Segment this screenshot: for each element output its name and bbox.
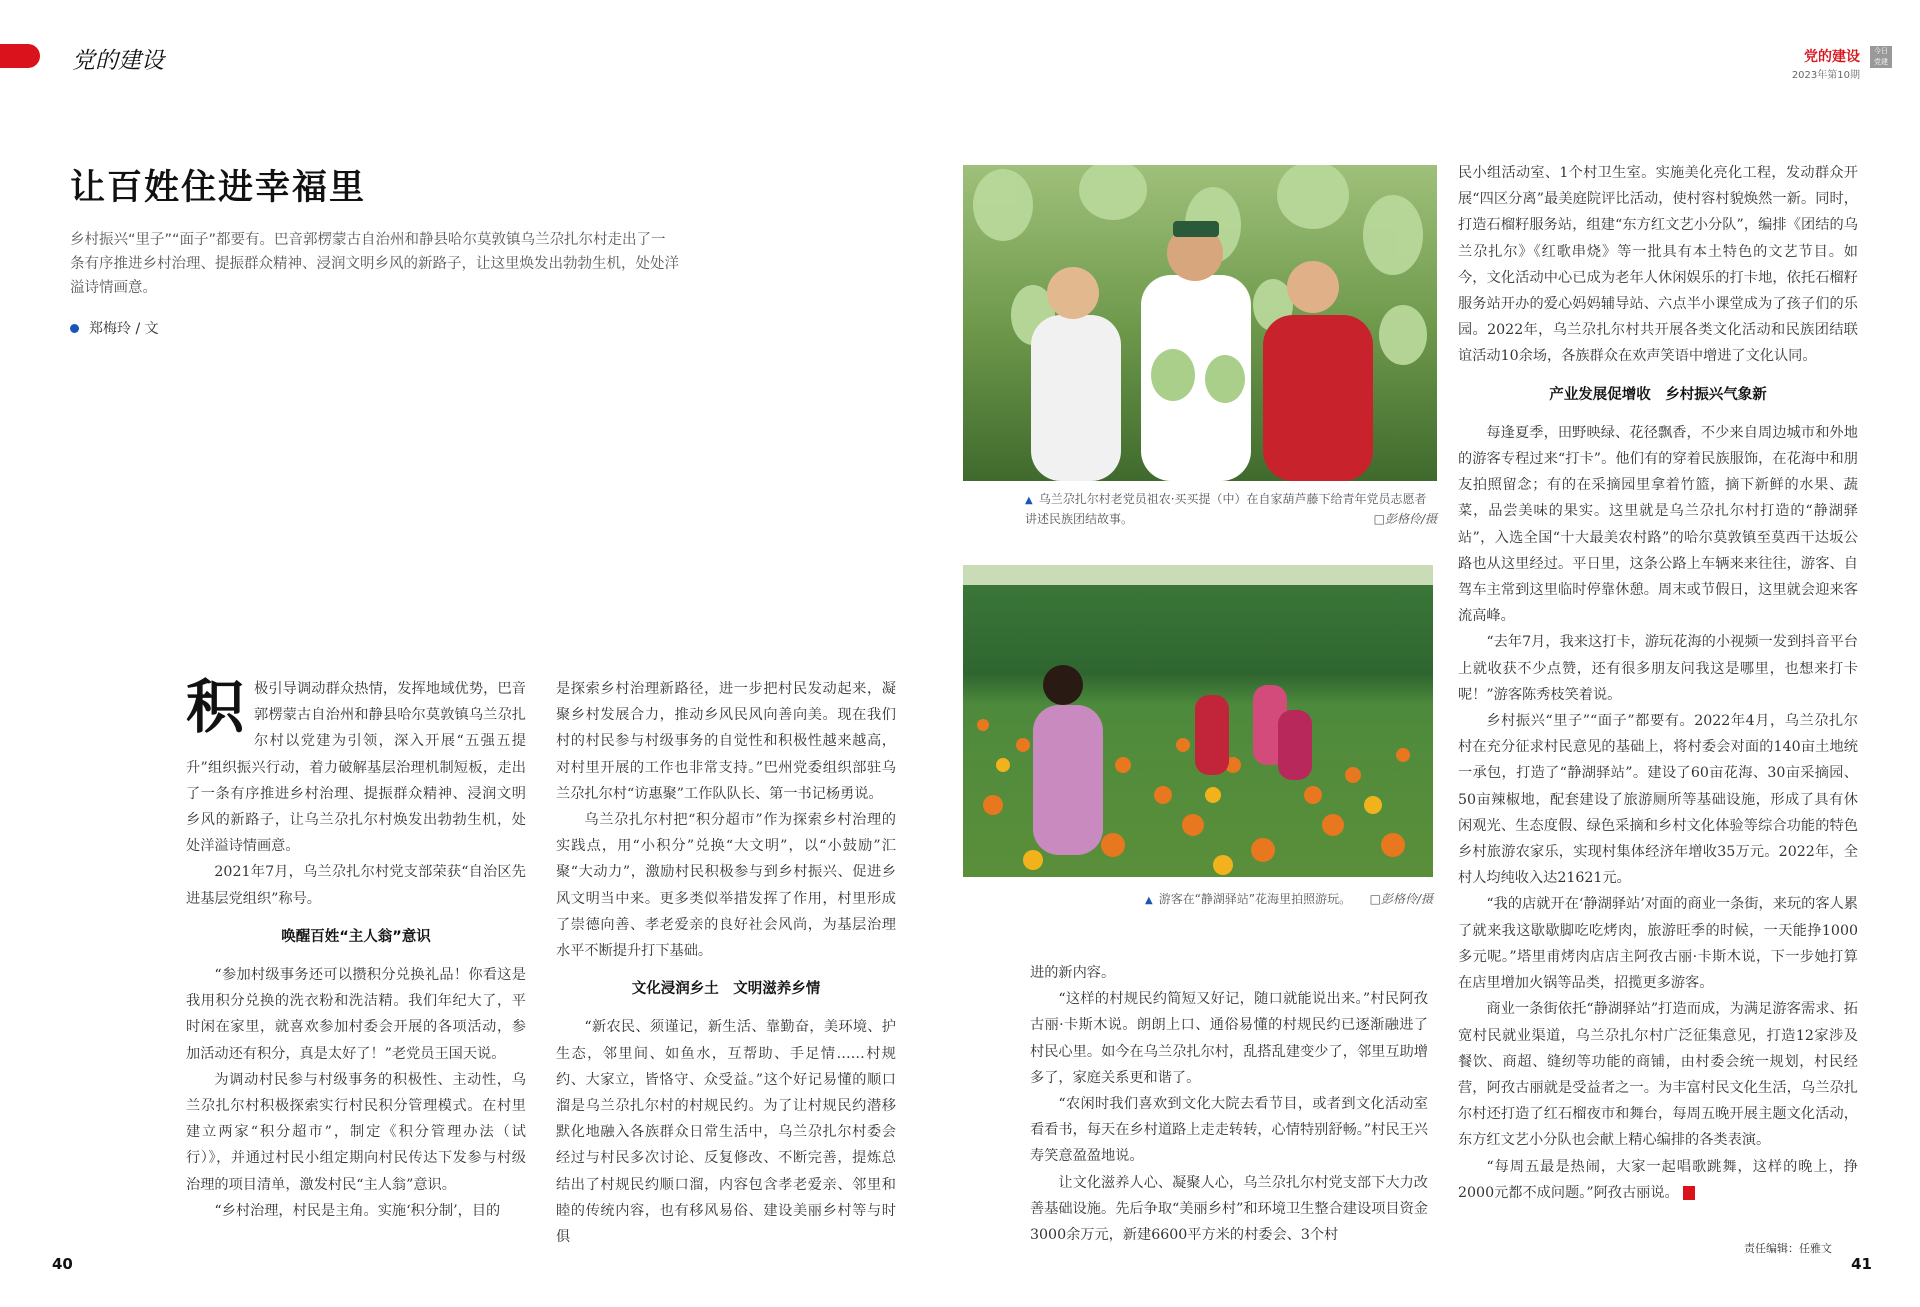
photo2-credit: □彭格伶/摄	[1369, 892, 1433, 906]
page-number-right: 41	[1851, 1255, 1872, 1273]
magazine-logo-box: 今日 党建	[1870, 46, 1892, 68]
paragraph: 为调动村民参与村级事务的积极性、主动性，乌兰尕扎尔村积极探索实行村民积分管理模式。在村里建立两家“积分超市”，制定《积分管理办法（试行）》，并通过村民小组定期向村民传达下发参与村级治理的项目清单，激发村民“主人翁”意识。	[186, 1071, 526, 1193]
author-name: 郑梅玲 / 文	[89, 321, 159, 337]
paragraph: “新农民、须谨记，新生活、靠勤奋，美环境、护生态，邻里间、如鱼水，互帮助、手足情……村规约、大家立，皆恪守、众受益。”这个好记易懂的顺口溜是乌兰尕扎尔村的村规民约。为了让村规民约潜移默化地融入各族群众日常生活中，乌兰尕扎尔村委会经过与村民多次讨论、反复修改、不断完善，提炼总结出了村规民约顺口溜，内容包含孝老爱亲、邻里和睦的传统内容，也有移风易俗、建设美丽乡村等与时俱	[556, 1019, 896, 1246]
triangle-marker-icon: ▲	[1145, 895, 1153, 906]
photo-flower-image	[963, 565, 1433, 877]
paragraph: “农闲时我们喜欢到文化大院去看节目，或者到文化活动室看看书，每天在乡村道路上走走转转，心情特别舒畅。”村民王兴寿笑意盈盈地说。	[1030, 1096, 1428, 1165]
paragraph: 2021年7月，乌兰尕扎尔村党支部荣获“自治区先进基层党组织”称号。	[186, 864, 526, 907]
final-paragraph-text: “每周五最是热闹，大家一起唱歌跳舞，这样的晚上，挣2000元都不成问题。”阿孜古丽说。	[1458, 1158, 1858, 1201]
photo-gourd-image	[963, 165, 1437, 481]
paragraph: 商业一条街依托“静湖驿站”打造而成，为满足游客需求、拓宽村民就业渠道，乌兰尕扎尔村广泛征集意见，打造12家涉及餐饮、商超、缝纫等功能的商铺，由村委会统一规划，村民经营，阿孜古丽就是受益者之一。为丰富村民文化生活，乌兰尕扎尔村还打造了红石榴夜市和舞台，每周五晚开展主题文化活动，东方红文艺小分队也会献上精心编排的各类表演。	[1458, 1001, 1858, 1149]
photo-gourd-vines	[963, 165, 1437, 481]
end-of-article-icon	[1683, 1186, 1695, 1200]
photo1-caption	[1025, 490, 1437, 528]
body-column-3	[1030, 960, 1428, 1248]
photo1-caption-text: 乌兰尕扎尔村老党员祖农·买买提（中）在自家葫芦藤下给青年党员志愿者讲述民族团结故事。	[1025, 492, 1427, 526]
paragraph: “参加村级事务还可以攒积分兑换礼品！你看这是我用积分兑换的洗衣粉和洗洁精。我们年纪大了，平时闲在家里，就喜欢参加村委会开展的各项活动，参加活动还有积分，真是太好了！”老党员王国天说。	[186, 967, 526, 1062]
subheading: 文化浸润乡土 文明滋养乡情	[631, 981, 821, 998]
paragraph: 每逢夏季，田野映绿、花径飘香，不少来自周边城市和外地的游客专程过来“打卡”。他们有的穿着民族服饰，在花海中和朋友拍照留念；有的在采摘园里拿着竹篮，摘下新鲜的水果、蔬菜，品尝美味的果实。这里就是乌兰尕扎尔村打造的“静湖驿站”，入选全国“十大最美农村路”的哈尔莫敦镇至莫西干达坂公路也从这里经过。平日里，这条公路上车辆来来往往，游客、自驾车主常到这里临时停靠休憩。周末或节假日，这里就会迎来客流高峰。	[1458, 424, 1858, 625]
paragraph	[1458, 1154, 1858, 1206]
photo2-caption	[1145, 890, 1433, 910]
bullet-icon	[70, 324, 79, 333]
photo2-caption-text: 游客在“静湖驿站”花海里拍照游玩。	[1158, 892, 1352, 906]
subheading: 唤醒百姓“主人翁”意识	[281, 928, 431, 945]
paragraph: 让文化滋养人心、凝聚人心，乌兰尕扎尔村党支部下大力改善基础设施。先后争取“美丽乡村”和环境卫生整合建设项目资金3000余万元，新建6600平方米的村委会、3个村	[1030, 1174, 1428, 1244]
editor-credit: 责任编辑：任雅文	[1744, 1242, 1832, 1255]
paragraph: 民小组活动室、1个村卫生室。实施美化亮化工程，发动群众开展“四区分离”最美庭院评比活动，使村容村貌焕然一新。同时，打造石榴籽服务站，组建“东方红文艺小分队”，编排《团结的乌兰尕扎尔》《红歌串烧》等一批具有本土特色的文艺节目。如今，文化活动中心已成为老年人休闲娱乐的打卡地，依托石榴籽服务站开办的爱心妈妈辅导站、六点半小课堂成为了孩子们的乐园。2022年，乌兰尕扎尔村共开展各类文化活动和民族团结联谊活动10余场，各族群众在欢声笑语中增进了文化认同。	[1458, 165, 1858, 365]
paragraph: 极引导调动群众热情，发挥地域优势，巴音郭楞蒙古自治州和静县哈尔莫敦镇乌兰尕扎尔村以党建为引领，深入开展“五强五提升”组织振兴行动，着力破解基层治理机制短板，走出了一条有序推进乡村治理、提振群众精神、浸润文明乡风的新路子，让乌兰尕扎尔村焕发出勃勃生机，处处洋溢诗情画意。	[186, 681, 526, 855]
dropcap-letter: 积	[186, 673, 245, 741]
triangle-marker-icon: ▲	[1025, 495, 1033, 506]
body-column-1	[186, 673, 526, 1224]
article-lead: 乡村振兴“里子”“面子”都要有。巴音郭楞蒙古自治州和静县哈尔莫敦镇乌兰尕扎尔村走出了一条有序推进乡村治理、提振群众精神、浸润文明乡风的新路子，让这里焕发出勃勃生机，处处洋溢诗情画意。	[70, 232, 679, 296]
issue-number: 2023年第10期	[1791, 70, 1860, 81]
paragraph: “去年7月，我来这打卡，游玩花海的小视频一发到抖音平台上就收获不少点赞，还有很多朋友问我这是哪里，也想来打卡呢！”游客陈秀枝笑着说。	[1458, 634, 1858, 703]
section-label: 党的建设	[72, 48, 164, 74]
paragraph: 乡村振兴“里子”“面子”都要有。2022年4月，乌兰尕扎尔村在充分征求村民意见的基础上，将村委会对面的140亩土地统一承包，打造了“静湖驿站”。建设了60亩花海、30亩采摘园、50亩辣椒地，配套建设了旅游厕所等基础设施，形成了具有休闲观光、生态度假、绿色采摘和乡村文化体验等综合功能的特色乡村旅游农家乐，实现村集体经济年增收35万元。2022年，全村人均纯收入达21621元。	[1458, 713, 1858, 887]
paragraph: 乌兰尕扎尔村把“积分超市”作为探索乡村治理的实践点，用“小积分”兑换“大文明”，以“小鼓励”汇聚“大动力”，激励村民积极参与到乡村振兴、促进乡风文明当中来。更多类似举措发挥了作用，村里形成了崇德向善、孝老爱亲的良好社会风尚，为基层治理水平不断提升打下基础。	[556, 812, 896, 960]
page-number-left: 40	[52, 1255, 73, 1273]
paragraph: “我的店就开在‘静湖驿站’对面的商业一条街，来玩的客人累了就来我这歇歇脚吃吃烤肉，旅游旺季的时候，一天能挣1000多元呢。”塔里甫烤肉店店主阿孜古丽·卡斯木说，下一步她打算在店里增加火锅等品类，招揽更多游客。	[1458, 896, 1858, 992]
paragraph: “这样的村规民约简短又好记，随口就能说出来。”村民阿孜古丽·卡斯木说。朗朗上口、通俗易懂的村规民约已逐渐融进了村民心里。如今在乌兰尕扎尔村，乱搭乱建变少了，邻里互助增多了，家庭关系更和谐了。	[1030, 991, 1428, 1086]
paragraph: “乡村治理，村民是主角。实施‘积分制’，目的	[214, 1202, 501, 1219]
section-color-tab	[0, 44, 40, 68]
photo-flower-field	[963, 565, 1433, 877]
author-line	[70, 318, 159, 338]
subheading: 产业发展促增收 乡村振兴气象新	[1549, 386, 1767, 403]
paragraph: 是探索乡村治理新路径，进一步把村民发动起来，凝聚乡村发展合力，推动乡风民风向善向美。现在我们村的村民参与村级事务的自觉性和积极性越来越高，对村里开展的工作也非常支持。”巴州党委组织部驻乌兰尕扎尔村“访惠聚”工作队队长、第一书记杨勇说。	[556, 681, 896, 802]
body-column-2	[556, 676, 896, 1250]
body-column-4	[1458, 160, 1858, 1206]
article-title: 让百姓住进幸福里	[70, 168, 367, 208]
paragraph: 进的新内容。	[1030, 965, 1116, 981]
magazine-header	[1792, 46, 1860, 81]
magazine-name: 党的建设	[1804, 49, 1860, 65]
photo1-credit: □彭格伶/摄	[1373, 512, 1437, 526]
